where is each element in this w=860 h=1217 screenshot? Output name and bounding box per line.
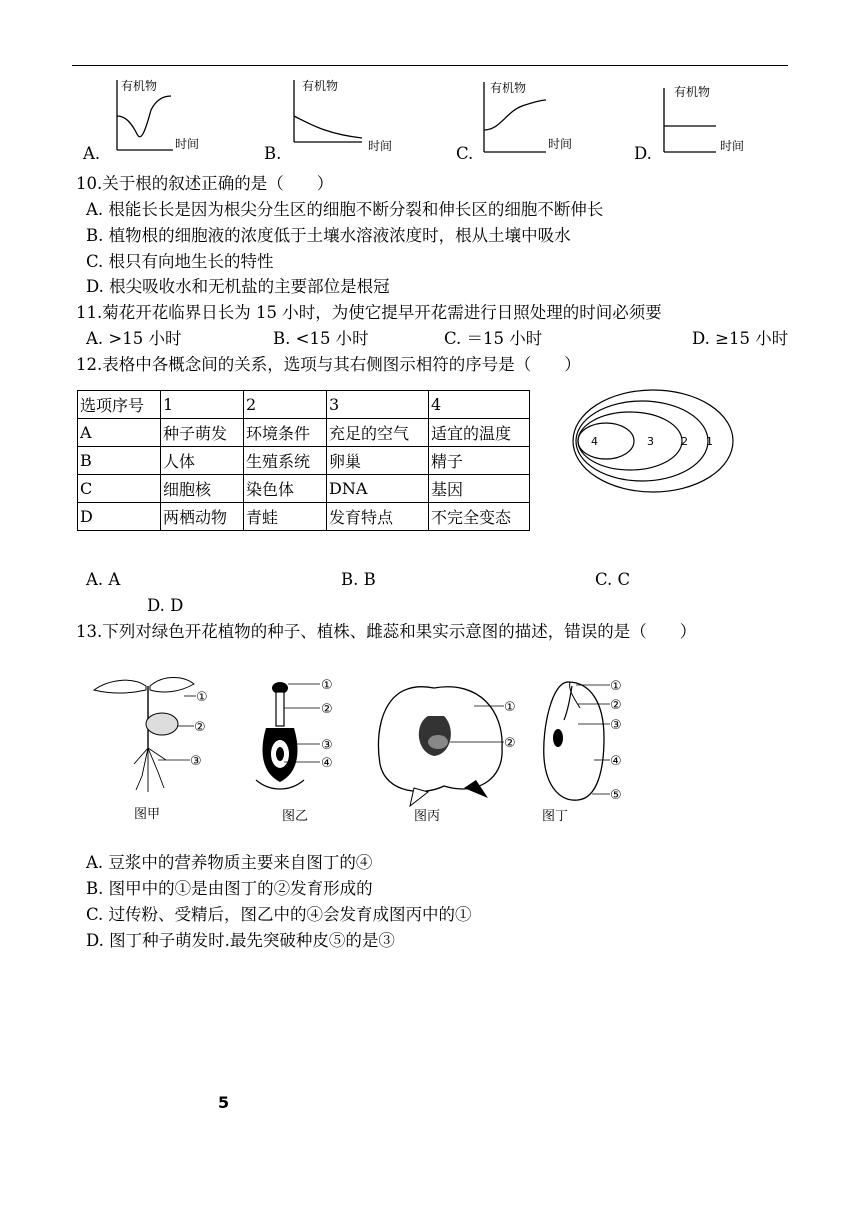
table-cell: 人体 — [161, 447, 244, 475]
table-cell: 精子 — [429, 447, 530, 475]
ellipse-label-4: 4 — [591, 435, 598, 448]
fig-yi-label-1: ① — [321, 678, 333, 693]
q13-option-a: A. 豆浆中的营养物质主要来自图丁的④ — [86, 853, 373, 872]
q9-a-xlabel: 时间 — [175, 137, 200, 151]
q10-stem: 10.关于根的叙述正确的是（ ） — [76, 174, 334, 193]
table-cell: 卵巢 — [327, 447, 429, 475]
fig-jia-label-2: ② — [194, 720, 206, 735]
table-cell: B — [78, 447, 161, 475]
fig-jia-label-1: ① — [196, 690, 208, 705]
q12-option-a: A. A — [86, 570, 121, 589]
table-header-cell: 3 — [327, 391, 429, 419]
table-cell: C — [78, 475, 161, 503]
table-cell: 充足的空气 — [327, 419, 429, 447]
table-cell: 生殖系统 — [244, 447, 327, 475]
q13-option-b: B. 图甲中的①是由图丁的②发育形成的 — [86, 879, 373, 898]
table-cell: 青蛙 — [244, 503, 327, 531]
q9-option-c-letter: C. — [456, 144, 474, 163]
q12-nested-ellipse-diagram — [570, 386, 738, 496]
q11-option-d: D. ≥15 小时 — [692, 329, 789, 348]
fig-yi-label-4: ④ — [321, 756, 333, 771]
table-cell: 环境条件 — [244, 419, 327, 447]
q12-stem: 12.表格中各概念间的关系，选项与其右侧图示相符的序号是（ ） — [76, 355, 581, 374]
q9-c-ylabel: 有机物 — [490, 81, 527, 95]
table-cell: DNA — [327, 475, 429, 503]
q9-c-xlabel: 时间 — [548, 137, 573, 151]
q13-option-c: C. 过传粉、受精后，图乙中的④会发育成图丙中的① — [86, 905, 472, 924]
fig-ding-label-3: ③ — [610, 718, 622, 733]
q11-option-a: A. >15 小时 — [86, 329, 182, 348]
figure-bing-fruit — [378, 687, 515, 824]
q9-graph-b — [284, 72, 414, 160]
q9-option-d-letter: D. — [634, 144, 652, 163]
q10-option-b: B. 植物根的细胞液的浓度低于土壤水溶液浓度时，根从土壤中吸水 — [86, 226, 571, 245]
q9-graph-c — [476, 72, 606, 160]
fig-bing-label-1: ① — [504, 700, 516, 715]
table-cell: 细胞核 — [161, 475, 244, 503]
table-cell: 基因 — [429, 475, 530, 503]
q10-option-c: C. 根只有向地生长的特性 — [86, 252, 274, 271]
table-row — [78, 503, 530, 531]
table-header-cell: 2 — [244, 391, 327, 419]
table-cell: 种子萌发 — [161, 419, 244, 447]
q9-d-ylabel: 有机物 — [674, 85, 711, 99]
ellipse-label-3: 3 — [647, 435, 654, 448]
table-header-row — [78, 391, 530, 419]
q9-d-xlabel: 时间 — [720, 139, 745, 153]
q9-option-b-letter: B. — [264, 144, 282, 163]
q10-option-a: A. 根能长长是因为根尖分生区的细胞不断分裂和伸长区的细胞不断伸长 — [86, 200, 604, 219]
table-cell: 染色体 — [244, 475, 327, 503]
q12-option-d: D. D — [147, 596, 184, 615]
table-row — [78, 447, 530, 475]
table-header-cell: 选项序号 — [78, 391, 161, 419]
q11-option-c: C. ＝15 小时 — [444, 329, 543, 348]
ellipse-label-2: 2 — [681, 435, 688, 448]
fig-ding-label-1: ① — [610, 679, 622, 694]
table-header-cell: 4 — [429, 391, 530, 419]
fig-ding-caption: 图丁 — [542, 809, 569, 824]
figure-yi-pistil — [256, 678, 333, 824]
fig-bing-caption: 图丙 — [414, 809, 441, 824]
figure-jia-seedling — [94, 678, 208, 823]
q13-stem: 13.下列对绿色开花植物的种子、植株、雌蕊和果实示意图的描述，错误的是（ ） — [76, 622, 697, 641]
q9-option-a-letter: A. — [83, 144, 101, 163]
header-rule — [72, 65, 788, 66]
fig-yi-label-2: ② — [321, 702, 333, 717]
q9-b-xlabel: 时间 — [368, 139, 393, 153]
page-number: 5 — [218, 1093, 230, 1112]
q11-stem: 11.菊花开花临界日长为 15 小时，为使它提早开花需进行日照处理的时间必须要 — [76, 303, 662, 322]
q9-b-ylabel: 有机物 — [302, 79, 339, 93]
fig-bing-label-2: ② — [504, 736, 516, 751]
table-cell: D — [78, 503, 161, 531]
fig-jia-label-3: ③ — [190, 754, 202, 769]
fig-ding-label-4: ④ — [610, 754, 622, 769]
fig-ding-label-2: ② — [610, 698, 622, 713]
ellipse-label-1: 1 — [706, 435, 713, 448]
q12-concept-table — [77, 390, 530, 531]
table-cell: 适宜的温度 — [429, 419, 530, 447]
q12-option-c: C. C — [595, 570, 631, 589]
q9-graph-d — [656, 80, 766, 160]
table-cell: 发育特点 — [327, 503, 429, 531]
table-cell: 两栖动物 — [161, 503, 244, 531]
fig-yi-label-3: ③ — [321, 738, 333, 753]
q11-option-b: B. <15 小时 — [273, 329, 369, 348]
figure-ding-seed — [542, 679, 622, 824]
q10-option-d: D. 根尖吸收水和无机盐的主要部位是根冠 — [86, 277, 390, 296]
q12-option-b: B. B — [341, 570, 376, 589]
q9-a-ylabel: 有机物 — [121, 79, 158, 93]
fig-yi-caption: 图乙 — [282, 809, 309, 824]
table-cell: 不完全变态 — [429, 503, 530, 531]
fig-jia-caption: 图甲 — [134, 807, 161, 822]
q9-graph-a — [105, 72, 215, 160]
q13-figures — [84, 668, 644, 832]
table-cell: A — [78, 419, 161, 447]
table-header-cell: 1 — [161, 391, 244, 419]
table-row — [78, 419, 530, 447]
fig-ding-label-5: ⑤ — [610, 788, 622, 803]
table-row — [78, 475, 530, 503]
q13-option-d: D. 图丁种子萌发时.最先突破种皮⑤的是③ — [86, 931, 395, 950]
